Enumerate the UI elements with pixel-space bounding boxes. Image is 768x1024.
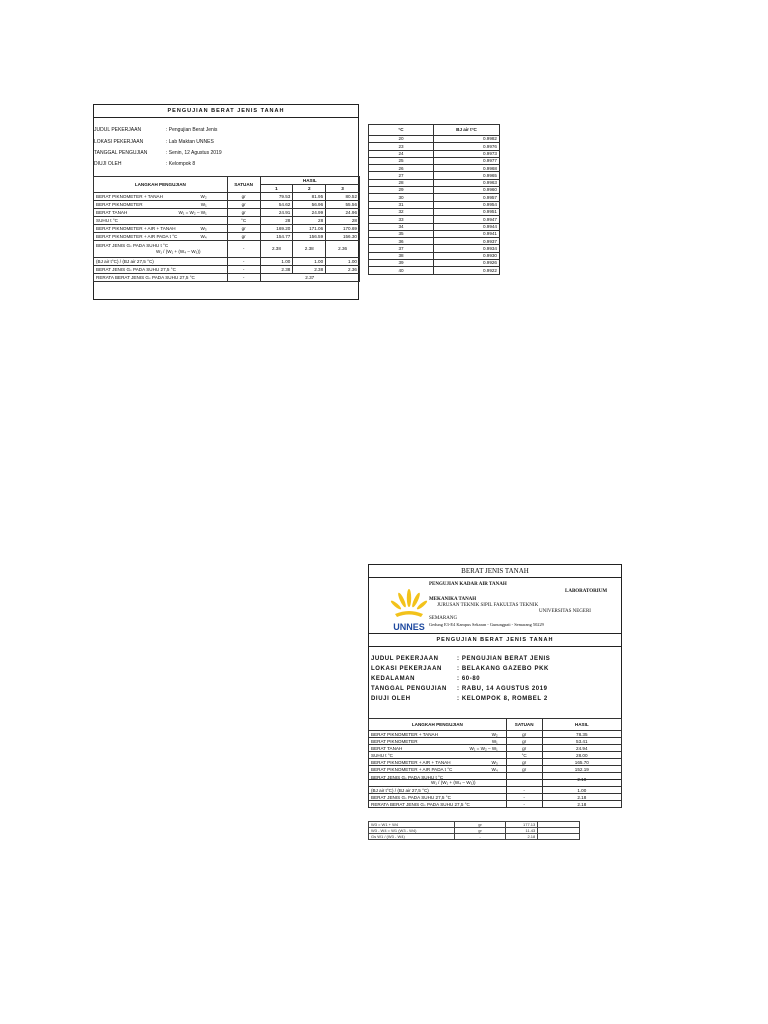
table-row: W3 - W4 = W1 (W3 - W4) gr 11.43 xyxy=(369,828,580,834)
temp-celsius-cell: 23 xyxy=(369,143,434,150)
sheet2-results-table xyxy=(368,718,622,808)
table-row: BERAT PIKNOMETER W₁ gr 54.62 56.96 55.56 xyxy=(94,201,360,209)
temp-bj-cell: 0.9947 xyxy=(434,216,500,223)
col-header-3: 3 xyxy=(326,185,360,193)
temp-celsius-cell: 34 xyxy=(369,223,434,230)
table-row: BERAT PIKNOMETER + AIR + TANAH W₃ gr 169.20 171.06 170.69 xyxy=(94,225,360,233)
sheet2-top-title: BERAT JENIS TANAH xyxy=(368,564,622,577)
table-row: BERAT PIKNOMETER + AIR PADA t °C W₄ gr 154.77 156.59 156.30 xyxy=(94,233,360,241)
temp-row xyxy=(369,260,500,267)
temp-header-bj: BJ air t°C xyxy=(434,125,500,136)
water-density-table xyxy=(368,124,500,275)
temp-bj-cell: 0.9957 xyxy=(434,194,500,201)
temp-row xyxy=(369,201,500,208)
temp-bj-cell: 0.9944 xyxy=(434,223,500,230)
temp-rows xyxy=(369,136,500,275)
temp-bj-cell: 0.9968 xyxy=(434,165,500,172)
sheet2-info-location: LOKASI PEKERJAAN : BELAKANG GAZEBO PKK xyxy=(371,666,549,672)
table-row: (BJ air t°C) / (BJ air 27,5 °C) - 1.00 1.00 1.00 xyxy=(94,258,360,266)
col-header-result: HASIL xyxy=(542,719,621,731)
temp-celsius-cell: 26 xyxy=(369,165,434,172)
table-row-bj: BERAT JENIS Gₛ PADA SUHU t °C W₁ / (W₁ + (W₄ – W₃)) - 2.38 2.38 2.36 xyxy=(94,241,360,258)
lab-header-line4: JURUSAN TEKNIK SIPIL FAKULTAS TEKNIK xyxy=(437,603,539,608)
temp-celsius-cell: 20 xyxy=(369,136,434,143)
lab-header-line3: MEKANIKA TANAH xyxy=(429,597,477,602)
table-row: Gs W1 / (W3 - W4) - 2.18 xyxy=(369,834,580,840)
temp-bj-cell: 0.9934 xyxy=(434,245,500,252)
temp-bj-cell: 0.9973 xyxy=(434,150,500,157)
temp-row xyxy=(369,157,500,164)
table-row: BERAT JENIS Gₛ PADA SUHU 27,5 °C - 2.18 xyxy=(369,794,622,801)
temp-row xyxy=(369,216,500,223)
table-row: SUHU t °C °C 28.00 xyxy=(369,752,622,759)
temp-bj-cell: 0.9954 xyxy=(434,201,500,208)
temp-celsius-cell: 29 xyxy=(369,187,434,194)
table-row: (BJ air t°C) / (BJ air 27,5 °C) - 1.00 xyxy=(369,787,622,794)
temp-row xyxy=(369,245,500,252)
sheet2-info-depth: KEDALAMAN : 60-80 xyxy=(371,676,481,682)
temp-row xyxy=(369,223,500,230)
temp-celsius-cell: 28 xyxy=(369,179,434,186)
temp-celsius-cell: 25 xyxy=(369,157,434,164)
temp-row xyxy=(369,267,500,274)
temp-row xyxy=(369,238,500,245)
temp-bj-cell: 0.9963 xyxy=(434,179,500,186)
col-header-step: LANGKAH PENGUJIAN xyxy=(369,719,507,731)
temp-header-celsius: °C xyxy=(369,125,434,136)
unnes-logo-icon xyxy=(389,586,429,634)
temp-bj-cell: 0.9982 xyxy=(434,136,500,143)
temp-celsius-cell: 33 xyxy=(369,216,434,223)
temp-celsius-cell: 40 xyxy=(369,267,434,274)
sheet2-info-job: JUDUL PEKERJAAN : PENGUJIAN BERAT JENIS xyxy=(371,656,551,662)
table-row: W3 = W1 + W4 gr 177.13 xyxy=(369,822,580,828)
temp-bj-cell: 0.9977 xyxy=(434,157,500,164)
sheet2-report xyxy=(368,577,622,807)
lab-header-line2: LABORATORIUM xyxy=(565,589,608,594)
sheet2-info-tester: DIUJI OLEH : KELOMPOK 8, ROMBEL 2 xyxy=(371,696,548,702)
temp-bj-cell: 0.9976 xyxy=(434,143,500,150)
lab-header-line5: UNIVERSITAS NEGERI xyxy=(539,609,591,614)
table-row-average: RERATA BERAT JENIS Gₛ PADA SUHU 27,5 °C - 2.18 xyxy=(369,801,622,808)
table-row-average: RERATA BERAT JENIS Gₛ PADA SUHU 27,5 °C - 2.37 xyxy=(94,274,360,282)
table-row: BERAT PIKNOMETER W₁ gr 53.41 xyxy=(369,738,622,745)
temp-celsius-cell: 36 xyxy=(369,238,434,245)
temp-row xyxy=(369,194,500,201)
sheet1-title: PENGUJIAN BERAT JENIS TANAH xyxy=(94,105,358,118)
table-row: BERAT PIKNOMETER + AIR + TANAH W₃ gr 165.70 xyxy=(369,759,622,766)
table-row-bj: BERAT JENIS Gₛ PADA SUHU t °C W₁ / (W₁ + (W₄ – W₃)) - 2.18 xyxy=(369,773,622,787)
temp-row xyxy=(369,179,500,186)
table-row: BERAT PIKNOMETER + TANAH W₂ gr 79.53 81.95 80.52 xyxy=(94,193,360,201)
temp-bj-cell: 0.9941 xyxy=(434,230,500,237)
temp-row xyxy=(369,230,500,237)
sheet2-title: PENGUJIAN BERAT JENIS TANAH xyxy=(369,633,621,647)
lab-header-line6: SEMARANG xyxy=(429,616,458,621)
temp-celsius-cell: 24 xyxy=(369,150,434,157)
table-row: BERAT TANAH W₁ = W₂ – W₁ gr 24.94 xyxy=(369,745,622,752)
sheet1-results-table xyxy=(93,176,360,282)
table-row: BERAT PIKNOMETER + AIR PADA t °C W₄ gr 152.19 xyxy=(369,766,622,773)
temp-celsius-cell: 37 xyxy=(369,245,434,252)
temp-row xyxy=(369,143,500,150)
temp-bj-cell: 0.9951 xyxy=(434,208,500,215)
temp-bj-cell: 0.9926 xyxy=(434,260,500,267)
temp-celsius-cell: 32 xyxy=(369,208,434,215)
temp-bj-cell: 0.9965 xyxy=(434,172,500,179)
lab-header-line1: PENGUJIAN KADAR AIR TANAH xyxy=(429,582,507,587)
temp-celsius-cell: 27 xyxy=(369,172,434,179)
temp-celsius-cell: 31 xyxy=(369,201,434,208)
sheet1-report: PENGUJIAN BERAT JENIS TANAH JUDUL PEKERJAAN : Pengujian Berat Jenis LOKASI PEKERJAAN : Lab Maktan UNNES TANGGAL PENGUJIAN : Senin, 12 Agustus 2019 DIUJI OLEH : Kelompok 8 LANGKAH PENGUJIAN SATUAN HASIL 1 2 3 BERAT PIKNOMETER + TANAH W₂ gr 79.53 81.95 80.52 BERAT PIKNOMETER W₁ gr 54.62 56.96 55.56 BERAT TANAH W₁ = W₂ – W₁ gr 24.91 24.99 24.96 SUHU t °C °C 28 28 28 BERAT PIKNOMETER + AIR + TANAH W₃ gr 169.20 171.06 170.69 BERAT PIKNOMETER + AIR PADA t °C W₄ gr 154.77 156.59 156.30 BERAT JENIS Gₛ PADA SUHU t °C W₁ / (W₁ + (W₄ – W₃)) - 2.38 2.38 2.36 (BJ air t°C) / (BJ air 27,5 °C) - 1.00 1.00 1.00 BERAT JENIS Gₛ PADA SUHU 27,5 °C - 2.38 2.38 2.36 RERATA BERAT JENIS Gₛ PADA SUHU 27,5 °C - 2.37 xyxy=(93,104,359,300)
temp-row xyxy=(369,165,500,172)
col-header-result: HASIL xyxy=(260,177,359,185)
col-header-unit: SATUAN xyxy=(227,177,260,193)
col-header-2: 2 xyxy=(293,185,326,193)
temp-celsius-cell: 35 xyxy=(369,230,434,237)
temp-row xyxy=(369,172,500,179)
temp-celsius-cell: 38 xyxy=(369,252,434,259)
lab-header-line7: Gedung E3-E4 Kampus Sekaran - Gunungpati - Semarang 50229 xyxy=(429,622,544,627)
table-row: BERAT PIKNOMETER + TANAH W₂ gr 78.35 xyxy=(369,731,622,738)
temp-bj-cell: 0.9922 xyxy=(434,267,500,274)
temp-row xyxy=(369,150,500,157)
temp-bj-cell: 0.9937 xyxy=(434,238,500,245)
sheet2-info-date: TANGGAL PENGUJIAN : RABU, 14 AGUSTUS 2019 xyxy=(371,686,548,692)
table-row: BERAT JENIS Gₛ PADA SUHU 27,5 °C - 2.38 2.38 2.36 xyxy=(94,266,360,274)
temp-celsius-cell: 39 xyxy=(369,260,434,267)
temp-row xyxy=(369,187,500,194)
temp-row xyxy=(369,208,500,215)
col-header-1: 1 xyxy=(260,185,293,193)
col-header-step: LANGKAH PENGUJIAN xyxy=(94,177,228,193)
logo-text: UNNES xyxy=(393,622,425,632)
temp-celsius-cell: 30 xyxy=(369,194,434,201)
table-row: BERAT TANAH W₁ = W₂ – W₁ gr 24.91 24.99 24.96 xyxy=(94,209,360,217)
col-header-unit: SATUAN xyxy=(506,719,542,731)
temp-bj-cell: 0.9930 xyxy=(434,252,500,259)
temp-bj-cell: 0.9960 xyxy=(434,187,500,194)
table-row: SUHU t °C °C 28 28 28 xyxy=(94,217,360,225)
temp-row xyxy=(369,252,500,259)
temp-row xyxy=(369,136,500,143)
calculation-check-table xyxy=(368,821,580,840)
